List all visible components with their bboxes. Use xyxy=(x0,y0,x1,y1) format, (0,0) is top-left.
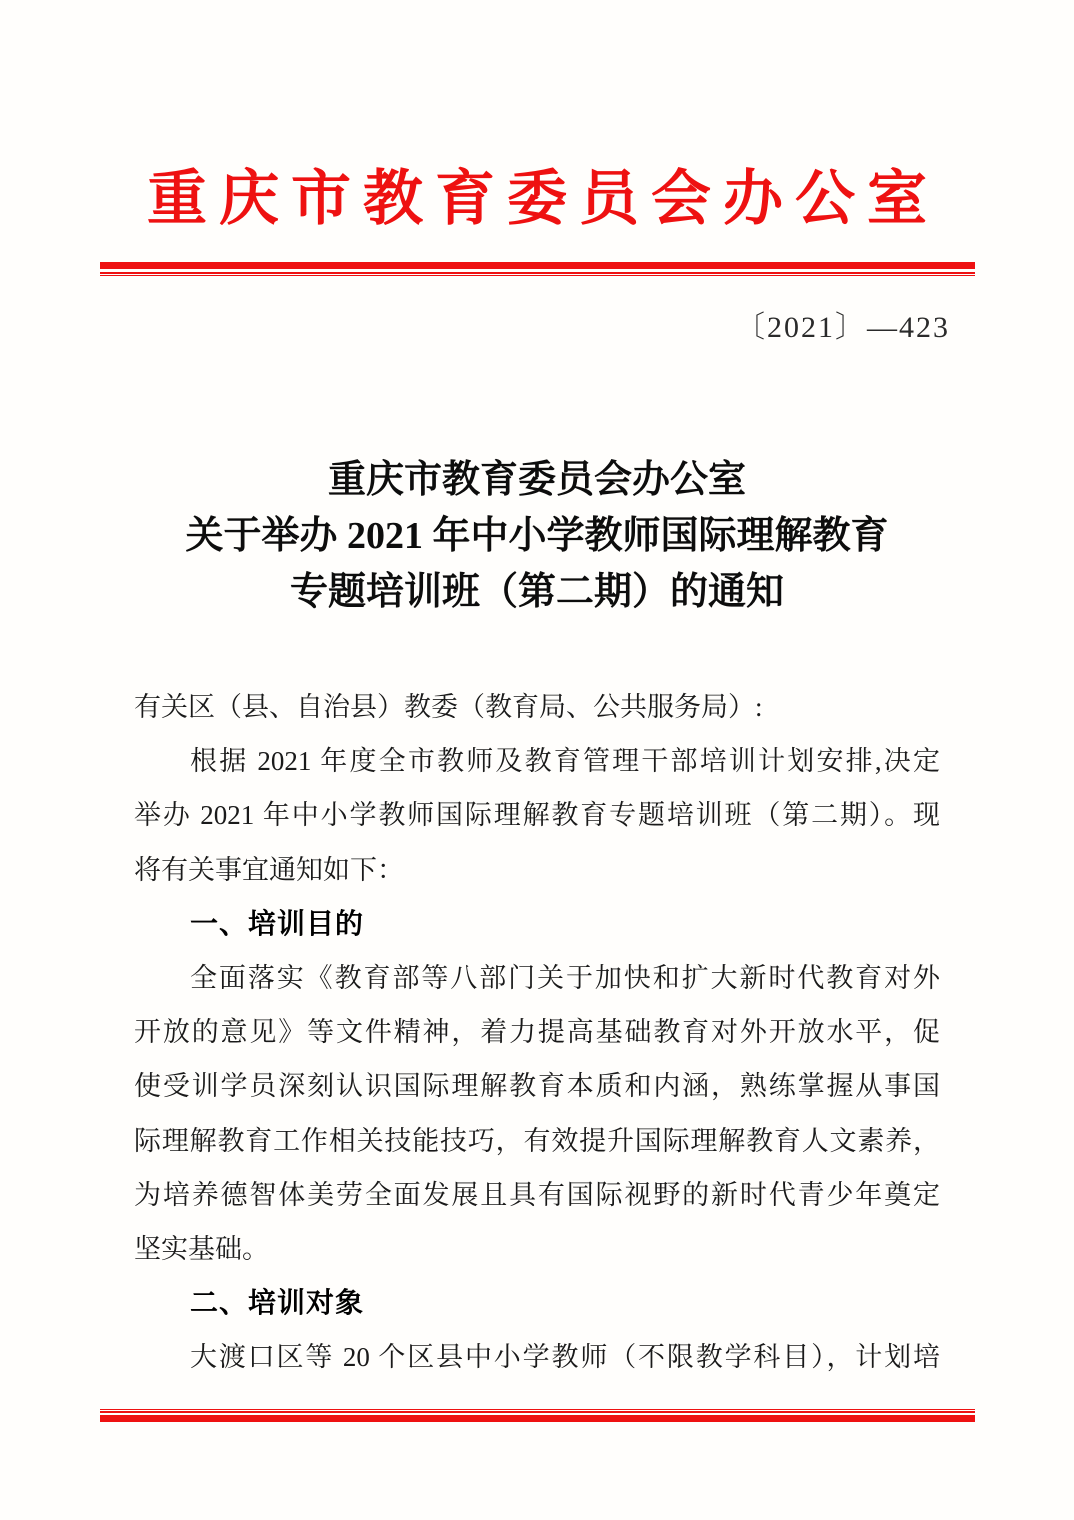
salutation-line: 有关区（县、自治县）教委（教育局、公共服务局）: xyxy=(134,692,763,722)
paragraph-line: 使受训学员深刻认识国际理解教育本质和内涵，熟练掌握从事国 xyxy=(134,1071,940,1102)
document-body xyxy=(134,680,940,1385)
footer-rule xyxy=(100,1409,975,1422)
paragraph-line: 将有关事宜通知如下： xyxy=(134,854,404,885)
masthead-title: 重庆市教育委员会办公室 xyxy=(147,166,939,232)
paragraph-line: 全面落实《教育部等八部门关于加快和扩大新时代教育对外 xyxy=(190,963,940,994)
paragraph-line: 根据 2021 年度全市教师及教育管理干部培训计划安排,决定 xyxy=(190,746,940,777)
section-heading-1: 一、培训目的 xyxy=(190,907,365,939)
header-rule-thick-bar xyxy=(100,262,975,269)
document-title-line-3: 专题培训班（第二期）的通知 xyxy=(289,571,784,613)
header-rule xyxy=(100,262,975,276)
paragraph-line: 际理解教育工作相关技能技巧，有效提升国际理解教育人文素养， xyxy=(134,1125,940,1156)
paragraph-line: 坚实基础。 xyxy=(134,1234,269,1265)
document-number: 〔2021〕—423 xyxy=(735,311,950,344)
paragraph-line: 大渡口区等 20 个区县中小学教师（不限教学科目），计划培 xyxy=(190,1342,940,1373)
header-rule-hairline xyxy=(100,275,975,276)
paragraph-line: 开放的意见》等文件精神，着力提高基础教育对外开放水平，促 xyxy=(134,1017,940,1048)
footer-rule-thick-bar xyxy=(100,1415,975,1422)
paragraph-line: 举办 2021 年中小学教师国际理解教育专题培训班（第二期）。现 xyxy=(134,800,940,831)
document-title-line-2: 关于举办 2021 年中小学教师国际理解教育 xyxy=(185,515,889,557)
section-heading-2: 二、培训对象 xyxy=(190,1287,365,1319)
document-title-line-1: 重庆市教育委员会办公室 xyxy=(327,459,746,501)
paragraph-line: 为培养德智体美劳全面发展且具有国际视野的新时代青少年奠定 xyxy=(134,1179,940,1210)
document-title xyxy=(0,452,1074,620)
